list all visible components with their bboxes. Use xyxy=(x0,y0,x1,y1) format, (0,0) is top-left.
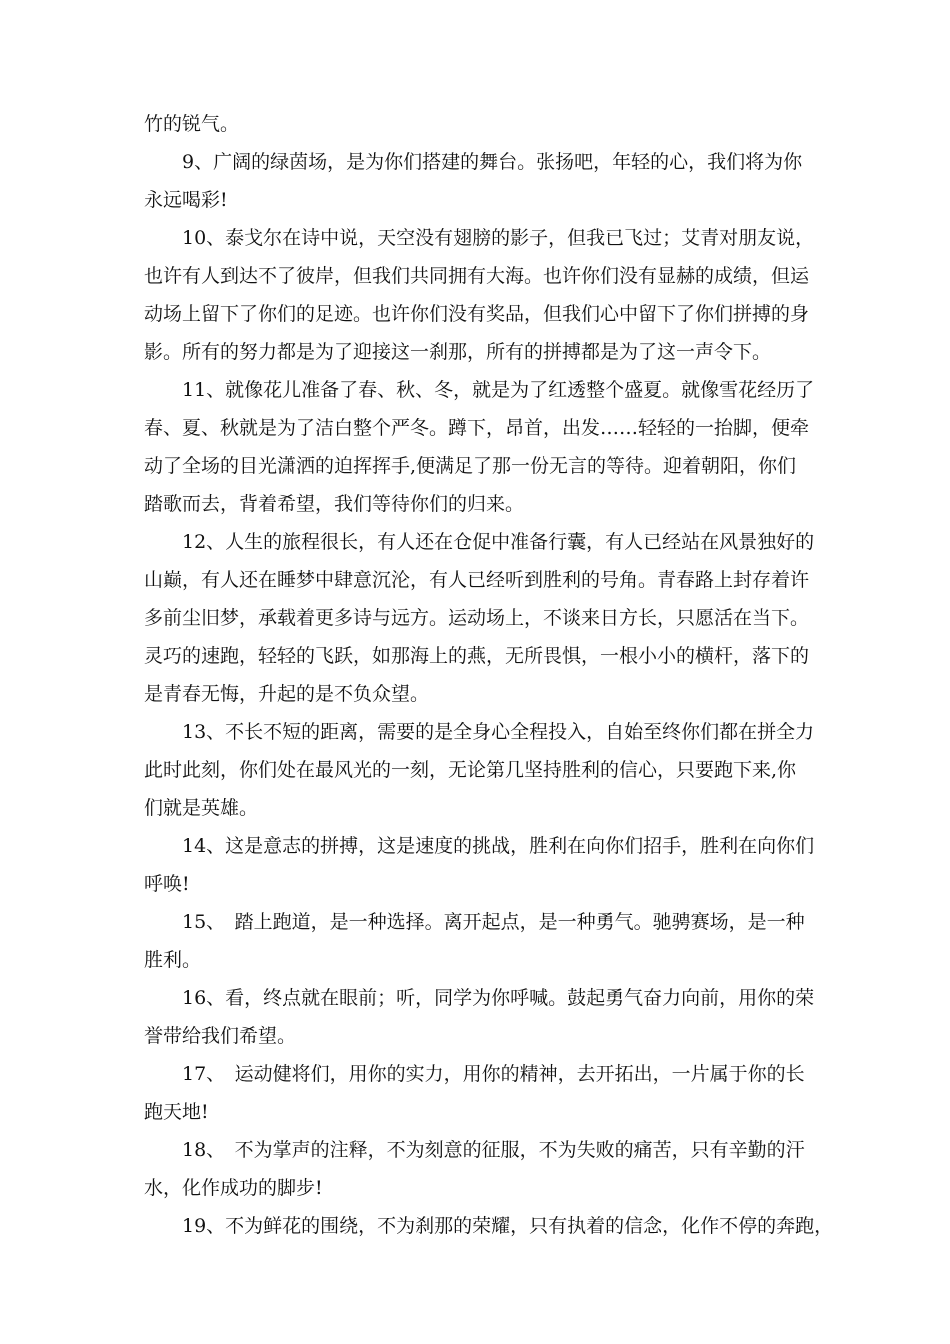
text-line: 19、不为鲜花的围绕，不为刹那的荣耀，只有执着的信念，化作不停的奔跑， xyxy=(144,1215,834,1237)
text-line: 9、广阔的绿茵场，是为你们搭建的舞台。张扬吧，年轻的心，我们将为你 xyxy=(144,151,803,173)
text-line: 17、 运动健将们，用你的实力，用你的精神，去开拓出，一片属于你的长 xyxy=(144,1063,805,1085)
text-line: 春、夏、秋就是为了洁白整个严冬。蹲下，昂首，出发……轻轻的一抬脚，便牵 xyxy=(144,417,810,439)
text-line: 动场上留下了你们的足迹。也许你们没有奖品，但我们心中留下了你们拼搏的身 xyxy=(144,303,810,325)
text-line: 竹的锐气。 xyxy=(144,113,240,135)
paragraph xyxy=(144,1207,834,1245)
text-line: 跑天地! xyxy=(144,1101,209,1123)
paragraph xyxy=(144,1055,808,1131)
text-line: 动了全场的目光潇洒的迫挥挥手,便满足了那一份无言的等待。迎着朝阳，你们 xyxy=(144,455,797,477)
text-line: 此时此刻，你们处在最风光的一刻，无论第几坚持胜利的信心，只要跑下来,你 xyxy=(144,759,797,781)
text-line: 呼唤! xyxy=(144,873,190,895)
text-line: 誉带给我们希望。 xyxy=(144,1025,297,1047)
text-line: 多前尘旧梦，承载着更多诗与远方。运动场上，不谈来日方长，只愿活在当下。 xyxy=(144,607,810,629)
text-line: 水，化作成功的脚步! xyxy=(144,1177,323,1199)
text-line: 是青春无悔，升起的是不负众望。 xyxy=(144,683,430,705)
text-line: 10、泰戈尔在诗中说，天空没有翅膀的影子，但我已飞过；艾青对朋友说， xyxy=(144,227,815,249)
paragraph xyxy=(144,979,815,1055)
text-line: 15、 踏上跑道，是一种选择。离开起点，是一种勇气。驰骋赛场，是一种 xyxy=(144,911,805,933)
paragraph xyxy=(144,713,815,827)
paragraph xyxy=(144,219,815,371)
text-line: 灵巧的速跑，轻轻的飞跃，如那海上的燕，无所畏惧，一根小小的横杆，落下的 xyxy=(144,645,810,667)
text-line: 12、人生的旅程很长，有人还在仓促中准备行囊，有人已经站在风景独好的 xyxy=(144,531,815,553)
text-line: 山巅，有人还在睡梦中肆意沉沦，有人已经听到胜利的号角。青春路上封存着许 xyxy=(144,569,810,591)
paragraph xyxy=(144,105,808,143)
document-body xyxy=(144,105,834,1245)
text-line: 影。所有的努力都是为了迎接这一刹那，所有的拼搏都是为了这一声令下。 xyxy=(144,341,772,363)
paragraph xyxy=(144,371,815,523)
text-line: 13、不长不短的距离，需要的是全身心全程投入，自始至终你们都在拼全力 xyxy=(144,721,815,743)
paragraph xyxy=(144,1131,808,1207)
paragraph xyxy=(144,827,815,903)
text-line: 踏歌而去，背着希望，我们等待你们的归来。 xyxy=(144,493,525,515)
text-line: 们就是英雄。 xyxy=(144,797,259,819)
text-line: 11、就像花儿准备了春、秋、冬，就是为了红透整个盛夏。就像雪花经历了 xyxy=(144,379,815,401)
text-line: 16、看，终点就在眼前；听，同学为你呼喊。鼓起勇气奋力向前，用你的荣 xyxy=(144,987,815,1009)
paragraph xyxy=(144,523,815,713)
text-line: 永远喝彩! xyxy=(144,189,228,211)
paragraph xyxy=(144,143,808,219)
text-line: 14、这是意志的拼搏，这是速度的挑战，胜利在向你们招手，胜利在向你们 xyxy=(144,835,815,857)
paragraph xyxy=(144,903,808,979)
text-line: 18、 不为掌声的注释，不为刻意的征服，不为失败的痛苦，只有辛勤的汗 xyxy=(144,1139,805,1161)
text-line: 也许有人到达不了彼岸，但我们共同拥有大海。也许你们没有显赫的成绩，但运 xyxy=(144,265,810,287)
text-line: 胜利。 xyxy=(144,949,202,971)
